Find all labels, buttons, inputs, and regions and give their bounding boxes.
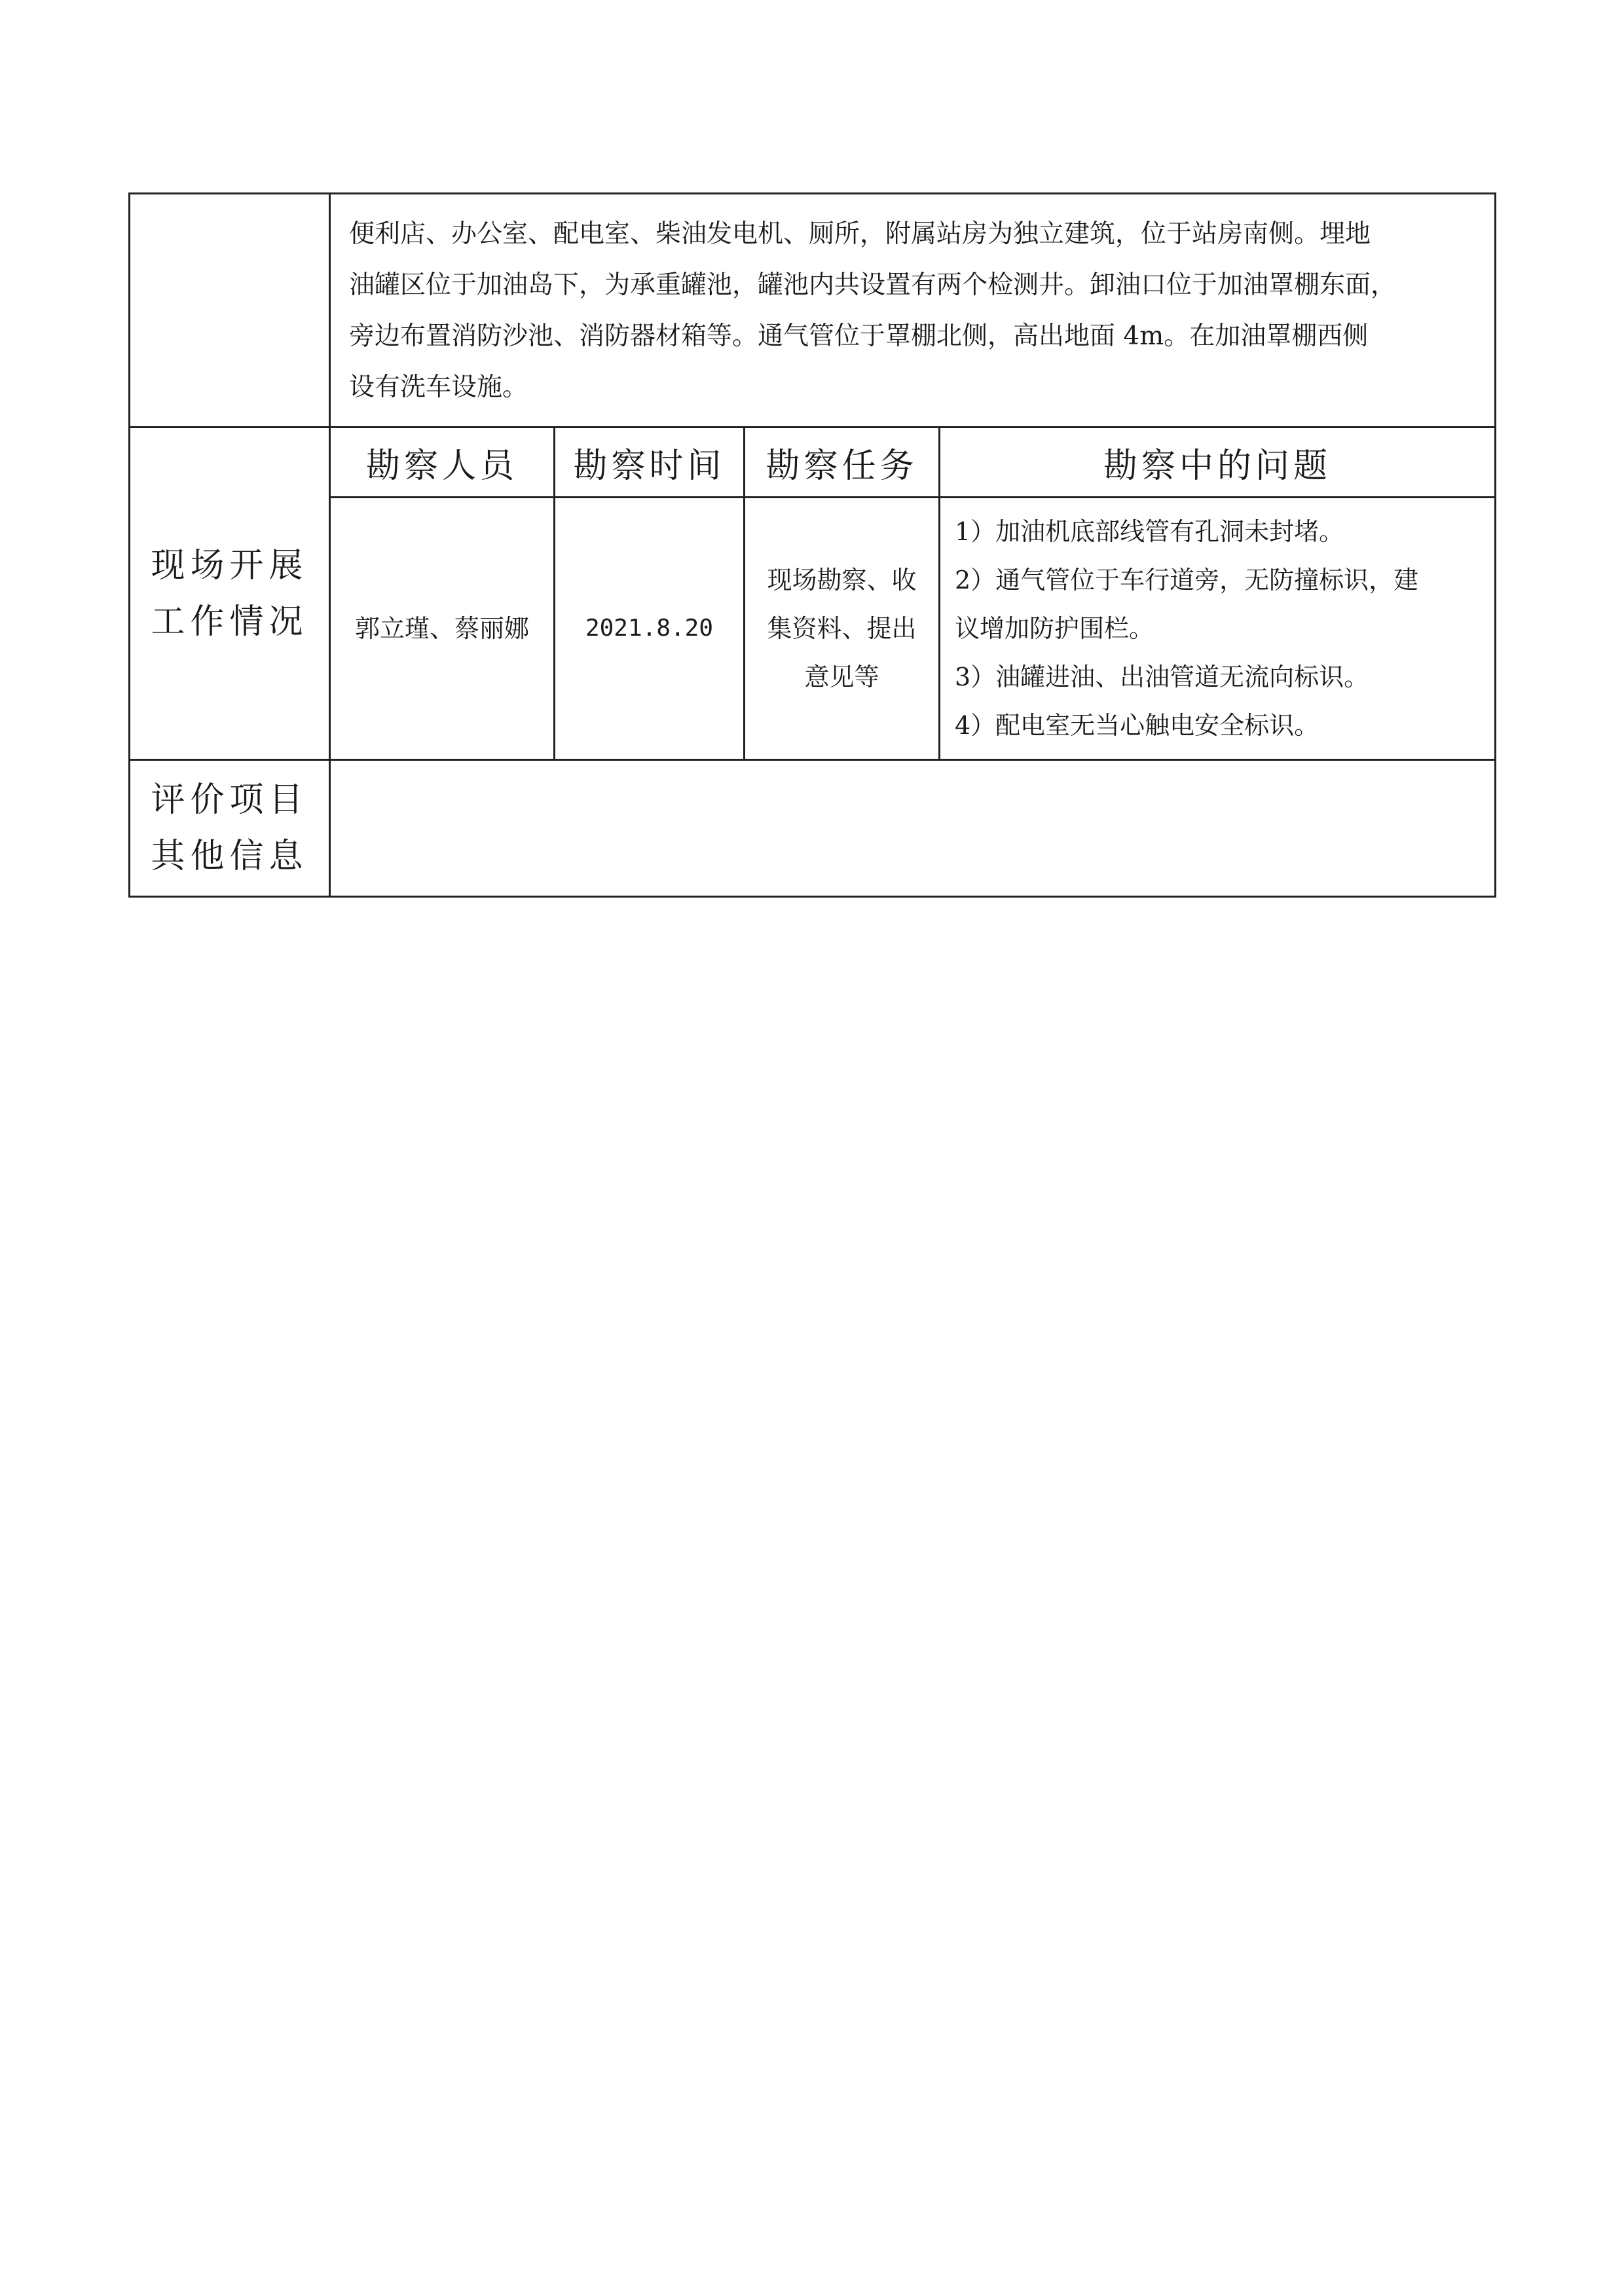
issue-line-5: 4）配电室无当心触电安全标识。 [955, 711, 1320, 740]
other-info-content-cell [330, 760, 1496, 897]
description-line-4: 设有洗车设施。 [349, 373, 528, 402]
header-time: 勘察时间 [555, 428, 745, 498]
other-info-row [130, 760, 1496, 897]
other-info-label-line-1: 评价项目 [151, 780, 308, 820]
issue-line-1: 1）加油机底部线管有孔洞未封堵。 [955, 517, 1344, 546]
issue-line-2: 2）通气管位于车行道旁，无防撞标识，建 [955, 566, 1419, 594]
task-line-3: 意见等 [804, 663, 879, 691]
other-info-label-cell [130, 760, 330, 897]
issues-cell [940, 498, 1496, 760]
description-label-cell [130, 194, 330, 428]
issue-line-4: 3）油罐进油、出油管道无流向标识。 [955, 663, 1369, 691]
task-line-1: 现场勘察、收 [767, 566, 917, 594]
description-line-3: 旁边布置消防沙池、消防器材箱等。通气管位于罩棚北侧，高出地面 4m。在加油罩棚西侧 [349, 321, 1369, 351]
fieldwork-label-line-2: 工作情况 [151, 602, 308, 642]
survey-record-table [128, 192, 1496, 898]
personnel-cell: 郭立瑾、蔡丽娜 [330, 498, 555, 760]
description-line-1: 便利店、办公室、配电室、柴油发电机、厕所，附属站房为独立建筑，位于站房南侧。埋地 [349, 219, 1371, 249]
header-issues: 勘察中的问题 [940, 428, 1496, 498]
description-row [130, 194, 1496, 428]
other-info-label-line-2: 其他信息 [151, 837, 308, 876]
description-line-2: 油罐区位于加油岛下，为承重罐池，罐池内共设置有两个检测井。卸油口位于加油罩棚东面， [349, 270, 1397, 300]
fieldwork-label-cell [130, 428, 330, 760]
time-cell: 2021.8.20 [555, 498, 745, 760]
header-task: 勘察任务 [745, 428, 940, 498]
header-personnel: 勘察人员 [330, 428, 555, 498]
task-cell [745, 498, 940, 760]
fieldwork-body-row [130, 498, 1496, 760]
description-cell [330, 194, 1496, 428]
fieldwork-header-row [130, 428, 1496, 498]
fieldwork-label-line-1: 现场开展 [151, 545, 308, 585]
task-line-2: 集资料、提出 [767, 614, 917, 643]
issue-line-3: 议增加防护围栏。 [955, 614, 1154, 643]
